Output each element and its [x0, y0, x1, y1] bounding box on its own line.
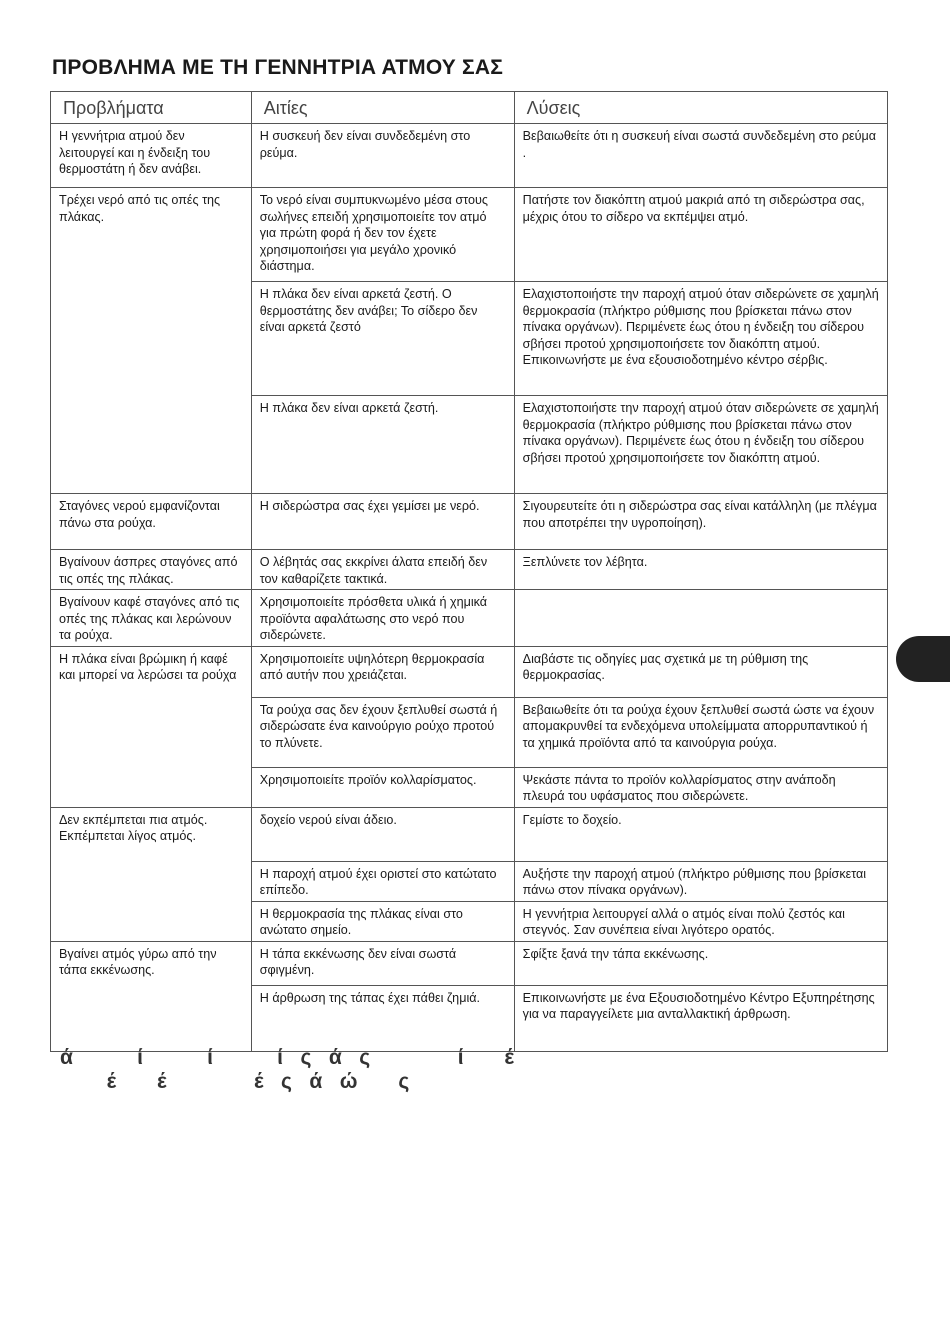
table-row	[51, 188, 888, 282]
solution-cell: Αυξήστε την παροχή ατμού (πλήκτρο ρύθμισης που βρίσκεται πάνω στον πίνακα οργάνων).	[514, 861, 887, 901]
cause-cell: Χρησιμοποιείτε προϊόν κολλαρίσματος.	[251, 767, 514, 807]
table-row	[51, 550, 888, 590]
cause-cell: δοχείο νερού είναι άδειο.	[251, 807, 514, 861]
solution-cell: Ελαχιστοποιήστε την παροχή ατμού όταν σιδερώνετε σε χαμηλή θερμοκρασία (πλήκτρο ρύθμισης που βρίσκεται πάνω στον πίνακα οργάνων). Περιμένετε έως ότου η ένδειξη του σίδερου σβήσει προτού χρησιμοποιήσετε τον διακόπτη ατμού. Επικοινωνήστε με ένα εξουσιοδοτημένο κέντρο σέρβις.	[514, 282, 887, 396]
problem-cell: Η πλάκα είναι βρώμικη ή καφέ και μπορεί να λερώσει τα ρούχα	[51, 646, 252, 807]
solution-cell: Διαβάστε τις οδηγίες μας σχετικά με τη ρύθμιση της θερμοκρασίας.	[514, 646, 887, 697]
cause-cell: Η πλάκα δεν είναι αρκετά ζεστή. Ο θερμοστάτης δεν ανάβει; Το σίδερο δεν είναι αρκετά ζεστό	[251, 282, 514, 396]
header-solutions: Λύσεις	[514, 92, 887, 124]
section-tab-marker	[896, 636, 950, 682]
table-row	[51, 807, 888, 861]
solution-cell: Σιγουρευτείτε ότι η σιδερώστρα σας είναι κατάλληλη (με πλέγμα που αποτρέπει την υγροποίηση).	[514, 494, 887, 550]
solution-cell: Ψεκάστε πάντα το προϊόν κολλαρίσματος στην ανάποδη πλευρά του υφάσματος που σιδερώνετε.	[514, 767, 887, 807]
problem-cell: Δεν εκπέμπεται πια ατμός. Εκπέμπεται λίγος ατμός.	[51, 807, 252, 941]
cause-cell: Ο λέβητάς σας εκκρίνει άλατα επειδή δεν τον καθαρίζετε τακτικά.	[251, 550, 514, 590]
troubleshooting-table	[50, 91, 888, 1052]
solution-cell: Ξεπλύνετε τον λέβητα.	[514, 550, 887, 590]
cause-cell: Τα ρούχα σας δεν έχουν ξεπλυθεί σωστά ή σιδερώσατε ένα καινούργιο ρούχο προτού το πλύνετε.	[251, 697, 514, 767]
table-row	[51, 941, 888, 985]
solution-cell: Σφίξτε ξανά την τάπα εκκένωσης.	[514, 941, 887, 985]
cause-cell: Η άρθρωση της τάπας έχει πάθει ζημιά.	[251, 985, 514, 1051]
table-row	[51, 590, 888, 647]
solution-cell: Ελαχιστοποιήστε την παροχή ατμού όταν σιδερώνετε σε χαμηλή θερμοκρασία (πλήκτρο ρύθμισης που βρίσκεται πάνω στον πίνακα οργάνων). Περιμένετε έως ότου η ένδειξη του σίδερου σβήσει προτού χρησιμοποιήσετε τον διακόπτη ατμού.	[514, 396, 887, 494]
table-row	[51, 124, 888, 188]
cause-cell: Η τάπα εκκένωσης δεν είναι σωστά σφιγμένη.	[251, 941, 514, 985]
solution-cell: Βεβαιωθείτε ότι τα ρούχα έχουν ξεπλυθεί σωστά ώστε να έχουν απομακρυνθεί τα ενδεχόμενα υπολείμματα απορρυπαντικού ή τα χημικά προϊόντα από τα καινούργια ρούχα.	[514, 697, 887, 767]
cause-cell: Η σιδερώστρα σας έχει γεμίσει με νερό.	[251, 494, 514, 550]
solution-cell: Γεμίστε το δοχείο.	[514, 807, 887, 861]
problem-cell: Τρέχει νερό από τις οπές της πλάκας.	[51, 188, 252, 494]
table-row	[51, 494, 888, 550]
header-problems: Προβλήματα	[51, 92, 252, 124]
page-title: ΠΡΟΒΛΗΜΑ ΜΕ ΤΗ ΓΕΝΝΗΤΡΙΑ ΑΤΜΟΥ ΣΑΣ	[52, 56, 504, 79]
problem-cell: Η γεννήτρια ατμού δεν λειτουργεί και η ένδειξη του θερμοστάτη ή δεν ανάβει.	[51, 124, 252, 188]
cause-cell: Χρησιμοποιείτε πρόσθετα υλικά ή χημικά προϊόντα αφαλάτωσης στο νερό που σιδερώνετε.	[251, 590, 514, 647]
cause-cell: Το νερό είναι συμπυκνωμένο μέσα στους σωλήνες επειδή χρησιμοποιείτε τον ατμό για πρώτη φορά ή δεν τον έχετε χρησιμοποιήσει για μεγάλο χρονικό διάστημα.	[251, 188, 514, 282]
header-causes: Αιτίες	[251, 92, 514, 124]
table-row	[51, 646, 888, 697]
solution-cell: Επικοινωνήστε με ένα Εξουσιοδοτημένο Κέντρο Εξυπηρέτησης για να παραγγείλετε μια ανταλλακτική άρθρωση.	[514, 985, 887, 1051]
cause-cell: Η παροχή ατμού έχει οριστεί στο κατώτατο επίπεδο.	[251, 861, 514, 901]
solution-cell: Βεβαιωθείτε ότι η συσκευή είναι σωστά συνδεδεμένη στο ρεύμα .	[514, 124, 887, 188]
problem-cell: Βγαίνει ατμός γύρω από την τάπα εκκένωσης.	[51, 941, 252, 1051]
cause-cell: Χρησιμοποιείτε υψηλότερη θερμοκρασία από αυτήν που χρειάζεται.	[251, 646, 514, 697]
cause-cell: Η συσκευή δεν είναι συνδεδεμένη στο ρεύμα.	[251, 124, 514, 188]
footer-line-1: ά ί ί ί ς ά ς ί έ	[60, 1046, 514, 1069]
table-header-row	[51, 92, 888, 124]
solution-cell: Πατήστε τον διακόπτη ατμού μακριά από τη σιδερώστρα σας, μέχρις ότου το σίδερο να εκπέμψει ατμό.	[514, 188, 887, 282]
solution-cell: Η γεννήτρια λειτουργεί αλλά ο ατμός είναι πολύ ζεστός και στεγνός. Σαν συνέπεια είναι λιγότερο ορατός.	[514, 901, 887, 941]
problem-cell: Βγαίνουν άσπρες σταγόνες από τις οπές της πλάκας.	[51, 550, 252, 590]
footer-line-2: έ έ έ ς ά ώ ς	[60, 1070, 410, 1093]
footer-garbled-text	[60, 1046, 820, 1094]
solution-cell	[514, 590, 887, 647]
problem-cell: Βγαίνουν καφέ σταγόνες από τις οπές της πλάκας και λερώνουν τα ρούχα.	[51, 590, 252, 647]
cause-cell: Η πλάκα δεν είναι αρκετά ζεστή.	[251, 396, 514, 494]
problem-cell: Σταγόνες νερού εμφανίζονται πάνω στα ρούχα.	[51, 494, 252, 550]
cause-cell: Η θερμοκρασία της πλάκας είναι στο ανώτατο σημείο.	[251, 901, 514, 941]
